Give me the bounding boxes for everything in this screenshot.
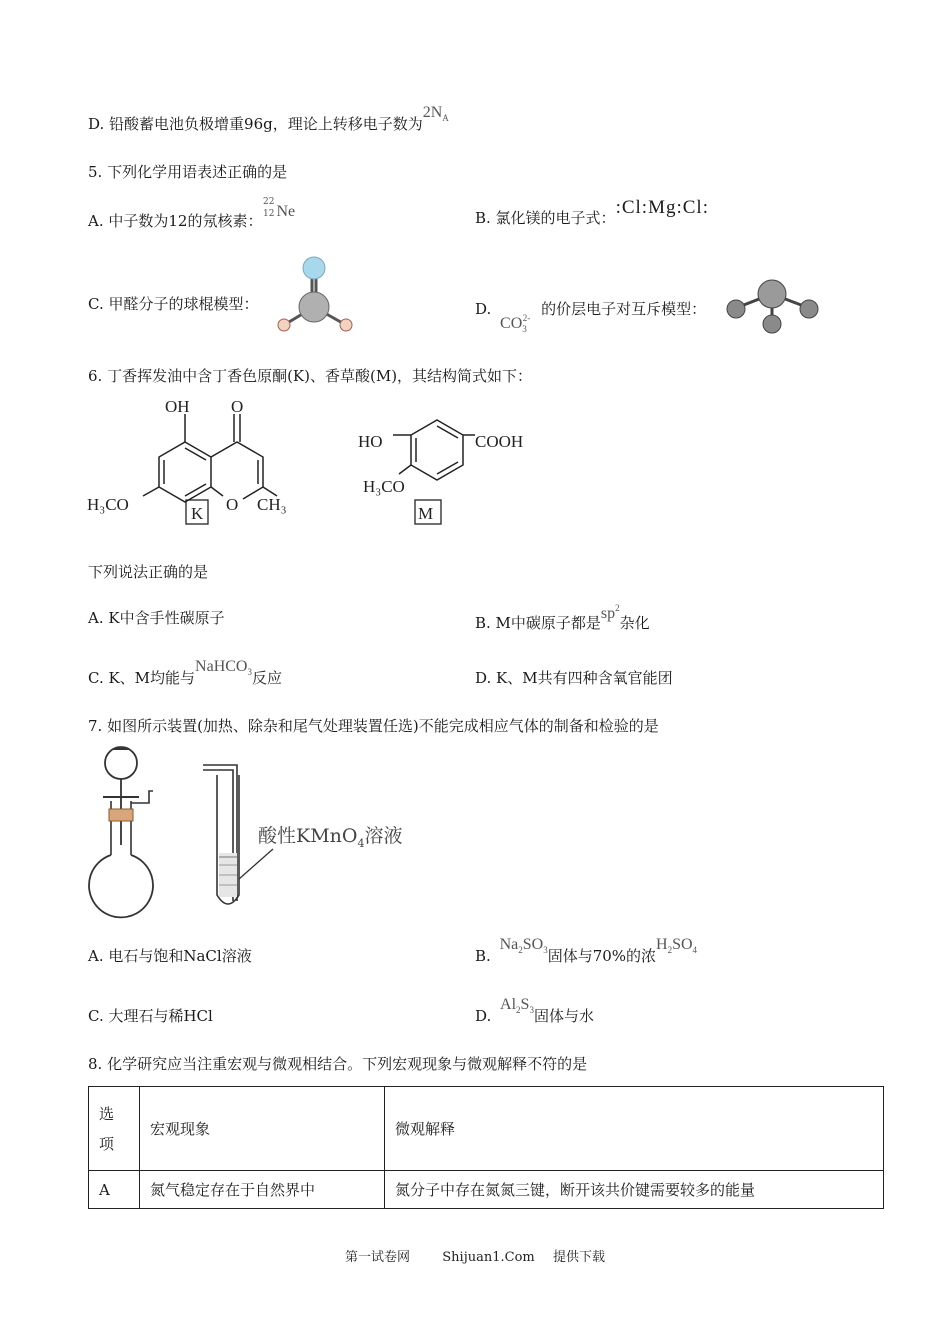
q7-option-a: A. 电石与饱和NaCl溶液 bbox=[88, 947, 252, 965]
m-compound-label: M bbox=[418, 504, 434, 523]
q6-option-d: D. K、M共有四种含氧官能团 bbox=[475, 669, 673, 687]
k-ring-o-label: O bbox=[226, 495, 239, 514]
q5-option-a-nuclide-indices: 22 12 bbox=[263, 197, 275, 219]
row-explanation: 氮分子中存在氮氮三键，断开该共价键需要较多的能量 bbox=[385, 1171, 884, 1209]
q5-option-d bbox=[475, 294, 707, 334]
header-option: 选 项 bbox=[89, 1087, 140, 1171]
carbonate-vsepr-model bbox=[722, 276, 822, 336]
q5-option-d-label: D. bbox=[475, 300, 492, 318]
footer-site: 第一试卷网 bbox=[344, 1250, 410, 1265]
table-row bbox=[89, 1171, 884, 1209]
q4-option-d-formula: $2N_A$ bbox=[422, 104, 449, 123]
m-methoxy-label: H₃CO bbox=[363, 477, 405, 496]
q7-option-d-formula: $Al_2S_3$ bbox=[500, 996, 534, 1015]
footer-note: 提供下载 bbox=[553, 1250, 606, 1265]
k-methoxy-label: H₃CO bbox=[87, 495, 129, 514]
q7-option-b: B. $Na_2SO_3$固体与70%的浓$H_2SO_4$ bbox=[475, 936, 698, 965]
q6-sub-stem: 下列说法正确的是 bbox=[88, 563, 209, 581]
q6-stem: 6. 丁香挥发油中含丁香色原酮(K)、香草酸(M)，其结构简式如下： bbox=[88, 367, 533, 385]
row-phenomenon: 氮气稳定存在于自然界中 bbox=[140, 1171, 385, 1209]
structure-k-chromone bbox=[85, 392, 305, 532]
footer-url[interactable]: Shijuan1.Com bbox=[442, 1250, 535, 1265]
q5-option-a bbox=[88, 197, 296, 232]
q5-option-c: C. 甲醛分子的球棍模型： bbox=[88, 295, 259, 313]
q7-stem: 7. 如图所示装置(加热、除杂和尾气处理装置任选)不能完成相应气体的制备和检验的是 bbox=[88, 717, 659, 735]
q6-option-b: B. M中碳原子都是$sp^2$杂化 bbox=[475, 603, 650, 632]
q5-option-a-text: A. 中子数为12的氖核素： bbox=[88, 212, 263, 230]
q5-option-b-electron-formula: :Cl:Mg:Cl: bbox=[615, 197, 709, 218]
q8-table bbox=[88, 1086, 884, 1209]
formaldehyde-ball-stick-model bbox=[270, 255, 360, 335]
k-compound-label: K bbox=[191, 504, 204, 523]
q5-option-d-formula: $CO_3^{2-}$ bbox=[500, 313, 531, 334]
q4-option-d bbox=[88, 104, 449, 140]
q4-option-d-text: D. 铅酸蓄电池负极增重96g，理论上转移电子数为 bbox=[88, 115, 423, 133]
q6-option-c: C. K、M均能与NaHCO$_3$反应 bbox=[88, 658, 282, 687]
q5-option-d-text: 的价层电子对互斥模型： bbox=[541, 300, 707, 318]
page-footer bbox=[0, 1246, 950, 1265]
q5-option-a-symbol: Ne bbox=[276, 203, 296, 220]
row-option: A bbox=[89, 1171, 140, 1209]
structure-m-vanillic-acid bbox=[355, 392, 555, 532]
q5-option-b bbox=[475, 197, 709, 228]
q6-option-b-formula: $sp^2$ bbox=[600, 603, 620, 622]
header-explanation: 微观解释 bbox=[385, 1087, 884, 1171]
k-oh-label: OH bbox=[165, 397, 190, 416]
k-methyl-label: CH₃ bbox=[257, 495, 287, 514]
q6-option-a: A. K中含手性碳原子 bbox=[88, 609, 225, 627]
q6-option-c-formula: NaHCO$_3$ bbox=[195, 658, 252, 677]
q7-option-d: D. $Al_2S_3$固体与水 bbox=[475, 996, 594, 1025]
q7-option-c: C. 大理石与稀HCl bbox=[88, 1007, 213, 1025]
q5-option-b-text: B. 氯化镁的电子式： bbox=[475, 209, 616, 227]
table-header-row bbox=[89, 1087, 884, 1171]
m-hydroxy-label: HO bbox=[358, 432, 383, 451]
q7-option-b-formula-2: $H_2SO_4$ bbox=[656, 936, 698, 955]
header-phenomenon: 宏观现象 bbox=[140, 1087, 385, 1171]
m-carboxyl-label: COOH bbox=[475, 432, 524, 451]
kmno4-solution-label: 酸性KMnO$_4$溶液 bbox=[258, 825, 403, 850]
q7-option-b-formula-1: $Na_2SO_3$ bbox=[499, 936, 548, 955]
k-carbonyl-o-label: O bbox=[231, 397, 244, 416]
q5-stem: 5. 下列化学用语表述正确的是 bbox=[88, 163, 288, 181]
q8-stem: 8. 化学研究应当注重宏观与微观相结合。下列宏观现象与微观解释不符的是 bbox=[88, 1055, 588, 1073]
